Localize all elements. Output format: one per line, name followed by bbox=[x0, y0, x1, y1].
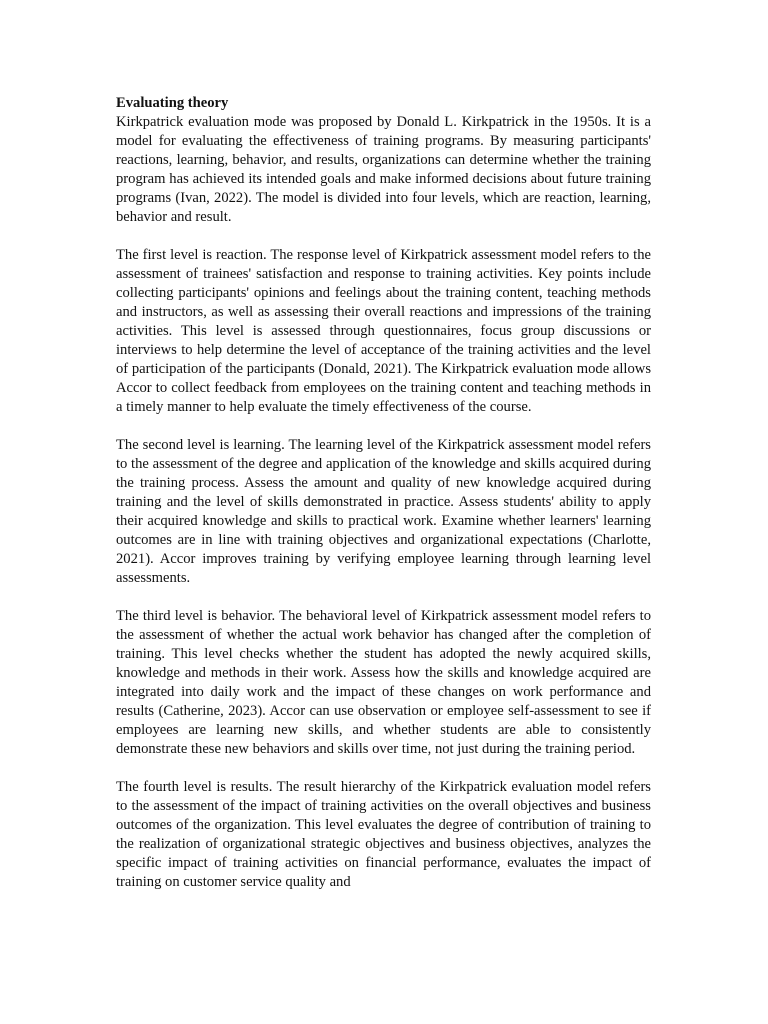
section-heading: Evaluating theory bbox=[116, 95, 229, 111]
paragraph-learning: The second level is learning. The learning level of the Kirkpatrick assessment model refers to the assessment of the degree and application of the knowledge and skills acquired during the training process. Assess the amount and quality of new knowledge acquired during training and the level of skills demonstrated in practice. Assess students' ability to apply their acquired knowledge and skills to practical work. Examine whether learners' learning outcomes are in line with training objectives and organizational expectations (Charlotte, 2021). Accor improves training by verifying employee learning through learning level assessments. bbox=[116, 437, 651, 586]
paragraph-reaction: The first level is reaction. The response level of Kirkpatrick assessment model refers to the assessment of trainees' satisfaction and response to training activities. Key points include collecting participants' opinions and feelings about the training content, teaching methods and instructors, as well as assessing their overall reactions and impressions of the training activities. This level is assessed through questionnaires, focus group discussions or interviews to help determine the level of acceptance of the training activities and the level of participation of the participants (Donald, 2021). The Kirkpatrick evaluation mode allows Accor to collect feedback from employees on the training content and teaching methods in a timely manner to help evaluate the timely effectiveness of the course. bbox=[116, 247, 651, 415]
paragraph-intro: Kirkpatrick evaluation mode was proposed by Donald L. Kirkpatrick in the 1950s. It is a model for evaluating the effectiveness of training programs. By measuring participants' reactions, learning, behavior, and results, organizations can determine whether the training program has achieved its intended goals and make informed decisions about future training programs (Ivan, 2022). The model is divided into four levels, which are reaction, learning, behavior and result. bbox=[116, 114, 651, 225]
paragraph-behavior: The third level is behavior. The behavioral level of Kirkpatrick assessment model refers to the assessment of whether the actual work behavior has changed after the completion of training. This level checks whether the student has adopted the newly acquired skills, knowledge and methods in their work. Assess how the skills and knowledge acquired are integrated into daily work and the impact of these changes on work performance and results (Catherine, 2023). Accor can use observation or employee self-assessment to see if employees are learning new skills, and whether students are able to consistently demonstrate these new behaviors and skills over time, not just during the training period. bbox=[116, 608, 651, 757]
document-page bbox=[116, 94, 651, 911]
paragraph-results: The fourth level is results. The result hierarchy of the Kirkpatrick evaluation model refers to the assessment of the impact of training activities on the overall objectives and business outcomes of the organization. This level evaluates the degree of contribution of training to the realization of organizational strategic objectives and business objectives, analyzes the specific impact of training activities on financial performance, evaluates the impact of training on customer service quality and bbox=[116, 779, 651, 890]
